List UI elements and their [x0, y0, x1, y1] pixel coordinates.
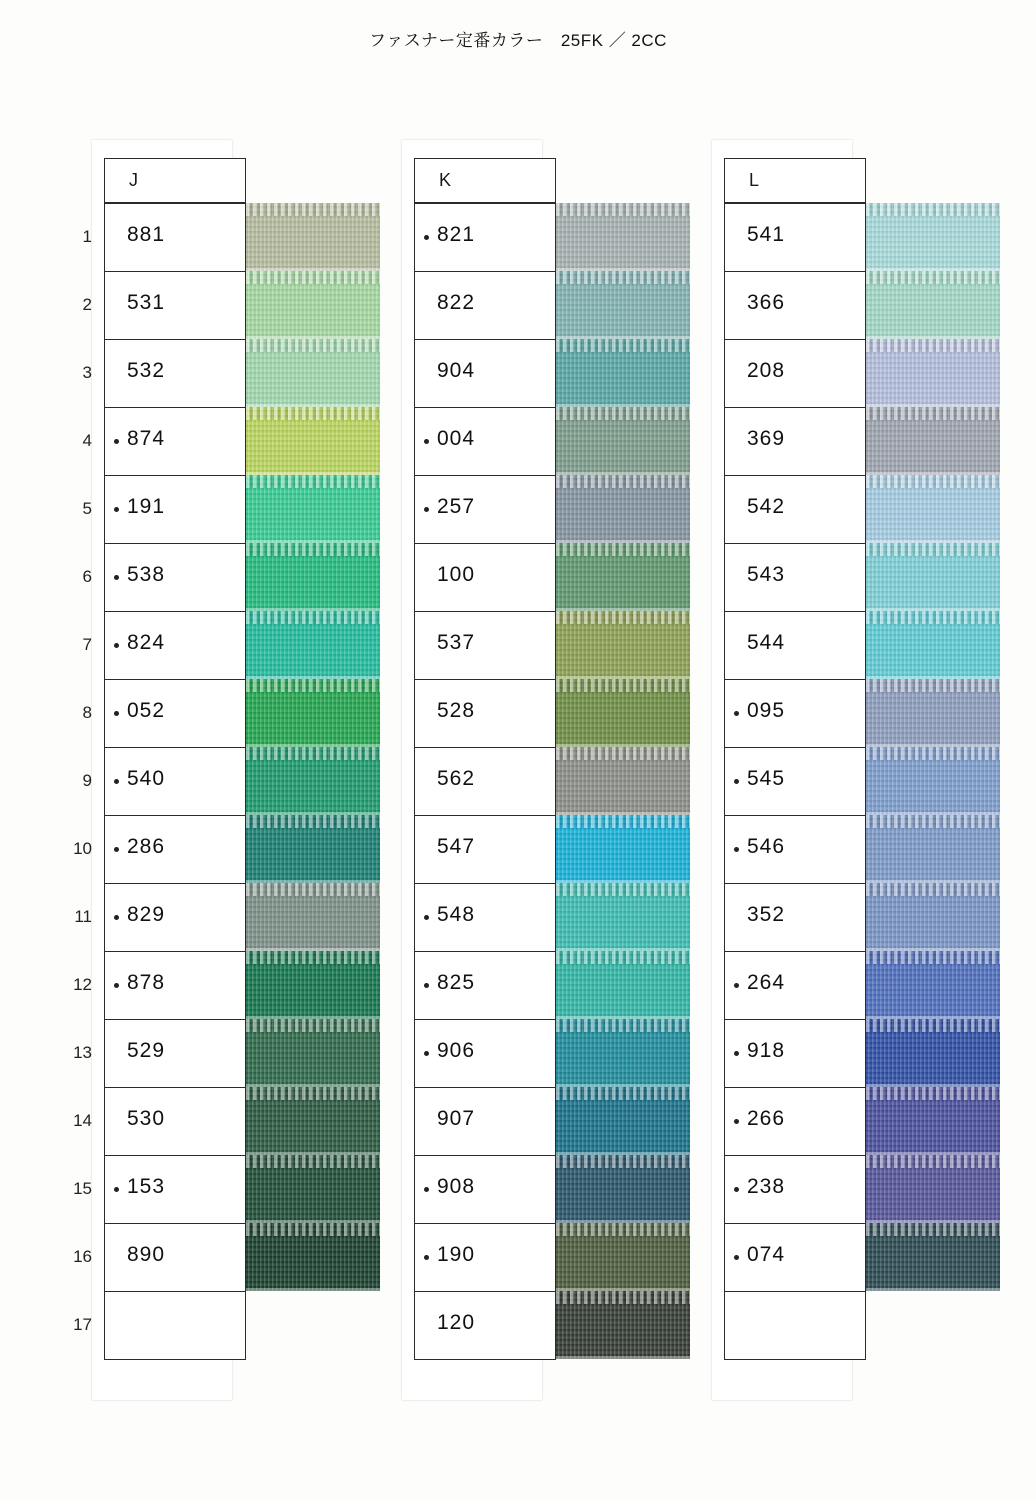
zipper-coil [232, 951, 380, 964]
color-code: 546 [747, 835, 786, 858]
zipper-coil [542, 271, 690, 284]
color-code: 548 [437, 903, 476, 926]
color-swatch [852, 203, 1000, 271]
color-code: 074 [747, 1243, 786, 1266]
table-row [105, 1292, 245, 1360]
table-row [415, 408, 555, 476]
table-row [415, 544, 555, 612]
table-row [105, 1020, 245, 1088]
zipper-coil [852, 407, 1000, 420]
bullet-icon [424, 507, 429, 512]
zipper-coil [852, 883, 1000, 896]
page-title: ファスナー定番カラー 25FK ／ 2CC [369, 31, 667, 50]
table-row [105, 952, 245, 1020]
bullet-icon [114, 915, 119, 920]
table-row [105, 1224, 245, 1292]
color-code: 822 [437, 291, 476, 314]
bullet-icon [114, 847, 119, 852]
color-code: 528 [437, 699, 476, 722]
row-number: 17 [73, 1315, 92, 1334]
color-code: 004 [437, 427, 476, 450]
color-swatch [232, 679, 380, 747]
bullet-icon [424, 235, 429, 240]
code-table-l [724, 203, 866, 1360]
color-swatch [232, 339, 380, 407]
table-row [105, 340, 245, 408]
color-swatch [232, 883, 380, 951]
color-code: 541 [747, 223, 786, 246]
table-row [105, 408, 245, 476]
color-code: 542 [747, 495, 786, 518]
color-code: 562 [437, 767, 476, 790]
zipper-coil [542, 475, 690, 488]
bullet-icon [114, 575, 119, 580]
color-swatch [542, 951, 690, 1019]
color-swatch [542, 1019, 690, 1087]
row-number: 3 [82, 363, 92, 382]
color-code: 095 [747, 699, 786, 722]
color-code: 540 [127, 767, 166, 790]
bullet-icon [734, 1187, 739, 1192]
table-row [105, 1088, 245, 1156]
zipper-coil [852, 815, 1000, 828]
bullet-icon [424, 983, 429, 988]
table-row [725, 340, 865, 408]
color-code: 545 [747, 767, 786, 790]
table-row [415, 1020, 555, 1088]
zipper-coil [232, 747, 380, 760]
color-code: 878 [127, 971, 166, 994]
color-swatch [852, 543, 1000, 611]
table-row [725, 544, 865, 612]
row-number: 2 [82, 295, 92, 314]
table-row [415, 952, 555, 1020]
zipper-coil [232, 679, 380, 692]
table-row [105, 544, 245, 612]
color-code: 352 [747, 903, 786, 926]
zipper-coil [542, 543, 690, 556]
color-code: 190 [437, 1243, 476, 1266]
color-code: 821 [437, 223, 476, 246]
color-swatch [542, 1291, 690, 1359]
color-swatch [852, 883, 1000, 951]
table-row [415, 1088, 555, 1156]
row-number: 5 [82, 499, 92, 518]
zipper-coil [852, 747, 1000, 760]
table-row [725, 1292, 865, 1360]
color-code: 829 [127, 903, 166, 926]
table-row [725, 748, 865, 816]
code-table-j [104, 203, 246, 1360]
table-row [105, 748, 245, 816]
table-row [415, 340, 555, 408]
color-code: 538 [127, 563, 166, 586]
color-swatch [852, 1019, 1000, 1087]
color-code: 153 [127, 1175, 166, 1198]
table-row [415, 612, 555, 680]
bullet-icon [734, 1255, 739, 1260]
bullet-icon [114, 643, 119, 648]
row-number: 15 [73, 1179, 92, 1198]
zipper-coil [852, 1087, 1000, 1100]
zipper-coil [542, 951, 690, 964]
color-code: 100 [437, 563, 476, 586]
color-swatch [542, 203, 690, 271]
zipper-coil [542, 1223, 690, 1236]
zipper-coil [232, 1019, 380, 1032]
table-row [725, 204, 865, 272]
color-swatch [542, 1087, 690, 1155]
card-letter-label: J [129, 170, 138, 190]
table-row [105, 272, 245, 340]
color-swatch [852, 271, 1000, 339]
color-swatch [542, 1223, 690, 1291]
color-code: 529 [127, 1039, 166, 1062]
zipper-coil [852, 679, 1000, 692]
zipper-coil [852, 1223, 1000, 1236]
color-swatch [542, 339, 690, 407]
row-number: 13 [73, 1043, 92, 1062]
zipper-coil [852, 203, 1000, 216]
row-number: 7 [82, 635, 92, 654]
bullet-icon [424, 915, 429, 920]
color-swatch [852, 1155, 1000, 1223]
color-code: 366 [747, 291, 786, 314]
zipper-coil [542, 1155, 690, 1168]
color-swatch [852, 1223, 1000, 1291]
color-swatch [232, 1019, 380, 1087]
color-code: 052 [127, 699, 166, 722]
table-row [415, 680, 555, 748]
bullet-icon [424, 1255, 429, 1260]
table-row [725, 612, 865, 680]
color-code: 544 [747, 631, 786, 654]
table-row [725, 476, 865, 544]
card-letter-label: L [749, 170, 760, 190]
bullet-icon [734, 779, 739, 784]
bullet-icon [734, 1051, 739, 1056]
row-number: 11 [74, 907, 92, 926]
color-swatch [542, 747, 690, 815]
zipper-coil [852, 543, 1000, 556]
zipper-coil [232, 203, 380, 216]
color-swatch [232, 1087, 380, 1155]
color-swatch [852, 815, 1000, 883]
code-table-k [414, 203, 556, 1360]
color-code: 264 [747, 971, 786, 994]
color-swatch [852, 679, 1000, 747]
color-code: 120 [437, 1311, 476, 1334]
row-number-gutter [58, 203, 92, 1359]
zipper-coil [852, 1019, 1000, 1032]
color-code: 918 [747, 1039, 786, 1062]
table-row [725, 884, 865, 952]
table-row [725, 1088, 865, 1156]
table-row [725, 816, 865, 884]
color-swatch [852, 339, 1000, 407]
bullet-icon [424, 439, 429, 444]
table-row [105, 1156, 245, 1224]
color-swatch [232, 1223, 380, 1291]
zipper-coil [232, 883, 380, 896]
zipper-coil [232, 1087, 380, 1100]
swatch-strip-j [232, 203, 380, 1359]
color-swatch [232, 543, 380, 611]
table-row [725, 1224, 865, 1292]
row-number: 10 [73, 839, 92, 858]
color-swatch [542, 475, 690, 543]
row-number: 14 [73, 1111, 92, 1130]
swatch-edge [542, 1356, 690, 1359]
color-swatch [542, 407, 690, 475]
zipper-coil [542, 203, 690, 216]
color-code: 547 [437, 835, 476, 858]
zipper-coil [852, 951, 1000, 964]
color-swatch [232, 407, 380, 475]
zipper-coil [852, 475, 1000, 488]
color-code: 266 [747, 1107, 786, 1130]
color-swatch [852, 747, 1000, 815]
zipper-coil [542, 1019, 690, 1032]
zipper-coil [232, 339, 380, 352]
color-code: 904 [437, 359, 476, 382]
zipper-coil [232, 1155, 380, 1168]
zipper-coil [542, 1087, 690, 1100]
row-number: 1 [82, 227, 92, 246]
table-row [725, 272, 865, 340]
color-code: 286 [127, 835, 166, 858]
zipper-coil [542, 747, 690, 760]
bullet-icon [734, 983, 739, 988]
zipper-coil [852, 271, 1000, 284]
color-code: 537 [437, 631, 476, 654]
swatch-strip-k [542, 203, 690, 1359]
table-row [415, 272, 555, 340]
color-swatch-empty [852, 1291, 1000, 1359]
table-row [415, 476, 555, 544]
zipper-coil [232, 611, 380, 624]
color-swatch [232, 203, 380, 271]
bullet-icon [114, 711, 119, 716]
card-letter-l [724, 158, 866, 203]
color-code: 908 [437, 1175, 476, 1198]
table-row [415, 884, 555, 952]
row-number: 4 [82, 431, 92, 450]
bullet-icon [114, 507, 119, 512]
zipper-coil [232, 815, 380, 828]
table-row [415, 1156, 555, 1224]
color-swatch [852, 611, 1000, 679]
zipper-coil [542, 679, 690, 692]
table-row [415, 816, 555, 884]
color-swatch [232, 1155, 380, 1223]
color-swatch [232, 815, 380, 883]
color-code: 907 [437, 1107, 476, 1130]
zipper-coil [232, 407, 380, 420]
row-number: 9 [82, 771, 92, 790]
row-number: 8 [82, 703, 92, 722]
swatch-strip-l [852, 203, 1000, 1359]
color-code: 191 [127, 495, 166, 518]
color-swatch [542, 611, 690, 679]
color-code: 824 [127, 631, 166, 654]
zipper-coil [232, 1223, 380, 1236]
bullet-icon [734, 847, 739, 852]
color-code: 906 [437, 1039, 476, 1062]
color-code: 257 [437, 495, 476, 518]
table-row [415, 1224, 555, 1292]
color-code: 825 [437, 971, 476, 994]
bullet-icon [114, 779, 119, 784]
table-row [105, 884, 245, 952]
table-row [105, 476, 245, 544]
bullet-icon [114, 1187, 119, 1192]
color-code: 369 [747, 427, 786, 450]
table-row [725, 1156, 865, 1224]
color-code: 208 [747, 359, 786, 382]
color-code: 543 [747, 563, 786, 586]
row-number: 6 [82, 567, 92, 586]
table-row [725, 1020, 865, 1088]
table-row [105, 816, 245, 884]
color-swatch [232, 611, 380, 679]
color-swatch [542, 883, 690, 951]
zipper-coil [232, 475, 380, 488]
color-swatch [542, 271, 690, 339]
bullet-icon [424, 1187, 429, 1192]
color-code: 890 [127, 1243, 166, 1266]
card-letter-j [104, 158, 246, 203]
card-letter-k [414, 158, 556, 203]
bullet-icon [114, 983, 119, 988]
table-row [105, 612, 245, 680]
zipper-coil [542, 1291, 690, 1304]
table-row [415, 1292, 555, 1360]
bullet-icon [424, 1051, 429, 1056]
zipper-coil [542, 611, 690, 624]
card-letter-label: K [439, 170, 452, 190]
zipper-coil [542, 883, 690, 896]
table-row [105, 204, 245, 272]
color-code: 238 [747, 1175, 786, 1198]
bullet-icon [734, 711, 739, 716]
color-swatch [542, 815, 690, 883]
bullet-icon [114, 439, 119, 444]
table-row [725, 680, 865, 748]
color-swatch-empty [232, 1291, 380, 1359]
color-code: 874 [127, 427, 166, 450]
zipper-coil [542, 815, 690, 828]
color-swatch [542, 1155, 690, 1223]
color-swatch [852, 951, 1000, 1019]
table-row [105, 680, 245, 748]
zipper-coil [852, 611, 1000, 624]
color-swatch [232, 475, 380, 543]
table-row [725, 408, 865, 476]
zipper-coil [232, 543, 380, 556]
color-swatch [852, 1087, 1000, 1155]
color-swatch [542, 543, 690, 611]
color-code: 881 [127, 223, 166, 246]
zipper-coil [852, 1155, 1000, 1168]
table-row [415, 748, 555, 816]
row-number: 12 [73, 975, 92, 994]
color-code: 532 [127, 359, 166, 382]
row-number: 16 [73, 1247, 92, 1266]
table-row [725, 952, 865, 1020]
color-code: 531 [127, 291, 166, 314]
color-swatch [232, 271, 380, 339]
zipper-coil [852, 339, 1000, 352]
zipper-coil [542, 407, 690, 420]
bullet-icon [734, 1119, 739, 1124]
color-swatch [232, 747, 380, 815]
color-swatch [852, 407, 1000, 475]
color-swatch [852, 475, 1000, 543]
color-swatch [232, 951, 380, 1019]
color-swatch [542, 679, 690, 747]
color-code: 530 [127, 1107, 166, 1130]
zipper-coil [542, 339, 690, 352]
table-row [415, 204, 555, 272]
zipper-coil [232, 271, 380, 284]
